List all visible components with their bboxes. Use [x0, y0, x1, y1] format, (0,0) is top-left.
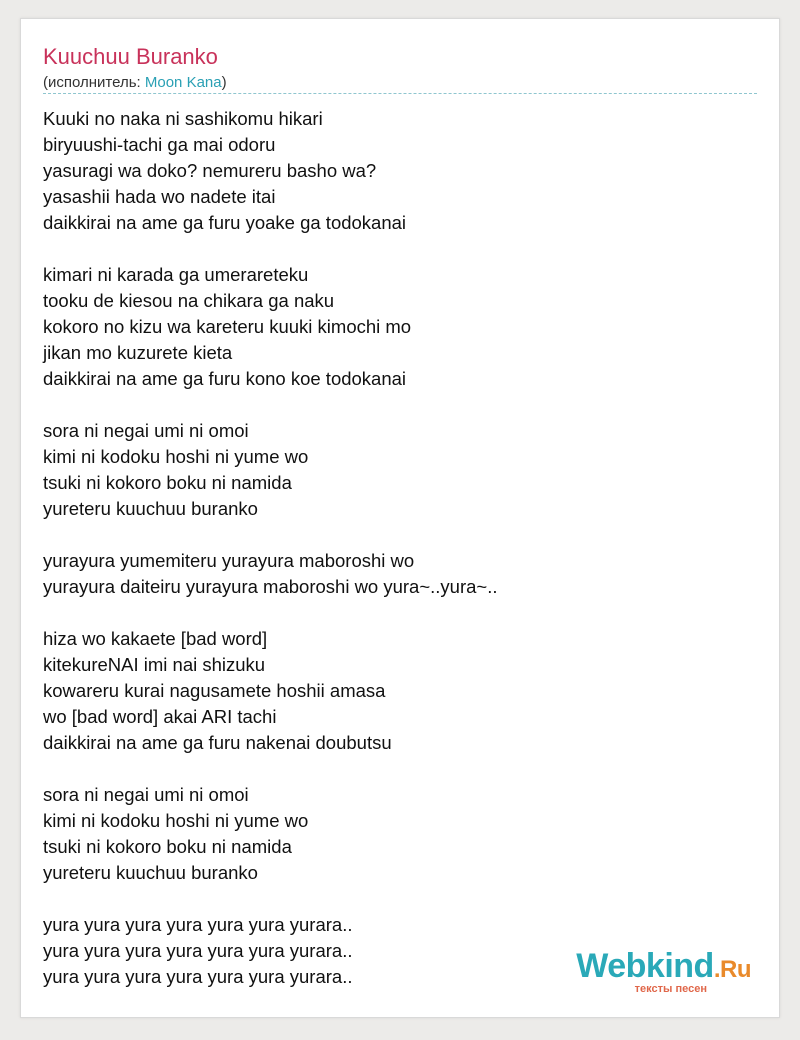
lyrics-stanza: [43, 626, 757, 756]
lyrics-line: daikkirai na ame ga furu kono koe todokanai: [43, 368, 407, 389]
logo-main-text: Webkind: [576, 947, 714, 985]
lyrics-stanza: [43, 548, 757, 600]
lyrics-line: kokoro no kizu wa kareteru kuuki kimochi mo: [43, 316, 412, 337]
lyrics-line: daikkirai na ame ga furu nakenai doubutsu: [43, 732, 392, 753]
lyrics-line: biryuushi-tachi ga mai odoru: [43, 134, 276, 155]
lyrics-line: tsuki ni kokoro boku ni namida: [43, 836, 292, 857]
lyrics-body: [43, 106, 757, 1016]
lyrics-line: daikkirai na ame ga furu yoake ga todokanai: [43, 212, 407, 233]
lyrics-line: yurayura daiteiru yurayura maboroshi wo yura~..yura~..: [43, 576, 498, 597]
lyrics-stanza: [43, 262, 757, 392]
lyrics-stanza: [43, 106, 757, 236]
lyrics-line: wo [bad word] akai ARI tachi: [43, 706, 277, 727]
lyrics-line: kitekureNAI imi nai shizuku: [43, 654, 266, 675]
artist-link[interactable]: Moon Kana: [144, 74, 222, 91]
lyrics-line: kimi ni kodoku hoshi ni yume wo: [43, 446, 309, 467]
lyrics-line: tsuki ni kokoro boku ni namida: [43, 472, 292, 493]
site-logo[interactable]: [576, 949, 751, 995]
lyrics-line: tooku de kiesou na chikara ga naku: [43, 290, 335, 311]
lyrics-line: kimi ni kodoku hoshi ni yume wo: [43, 810, 309, 831]
lyrics-stanza: [43, 418, 757, 522]
lyrics-line: yasashii hada wo nadete itai: [43, 186, 276, 207]
lyrics-line: yura yura yura yura yura yura yurara..: [43, 940, 353, 961]
lyrics-line: hiza wo kakaete [bad word]: [43, 628, 268, 649]
lyrics-stanza: [43, 782, 757, 886]
lyrics-line: jikan mo kuzurete kieta: [43, 342, 233, 363]
lyrics-line: yura yura yura yura yura yura yurara..: [43, 914, 353, 935]
title-divider: [43, 93, 757, 94]
logo-tagline: тексты песен: [634, 983, 707, 995]
logo-suffix: .Ru: [713, 956, 751, 983]
lyrics-card: [20, 18, 780, 1018]
artist-line: [43, 74, 227, 91]
lyrics-line: sora ni negai umi ni omoi: [43, 420, 249, 441]
artist-suffix: ): [221, 74, 227, 91]
lyrics-line: Kuuki no naka ni sashikomu hikari: [43, 108, 323, 129]
lyrics-line: kowareru kurai nagusamete hoshii amasa: [43, 680, 386, 701]
artist-prefix: (исполнитель:: [43, 74, 145, 91]
lyrics-line: yureteru kuuchuu buranko: [43, 862, 258, 883]
lyrics-line: yureteru kuuchuu buranko: [43, 498, 258, 519]
logo-wordmark: [576, 949, 751, 987]
lyrics-line: yurayura yumemiteru yurayura maboroshi wo: [43, 550, 415, 571]
lyrics-line: sora ni negai umi ni omoi: [43, 784, 249, 805]
lyrics-line: kimari ni karada ga umerareteku: [43, 264, 309, 285]
song-title: Kuuchuu Buranko: [43, 44, 218, 69]
lyrics-line: yura yura yura yura yura yura yurara..: [43, 966, 353, 987]
lyrics-line: yasuragi wa doko? nemureru basho wa?: [43, 160, 377, 181]
